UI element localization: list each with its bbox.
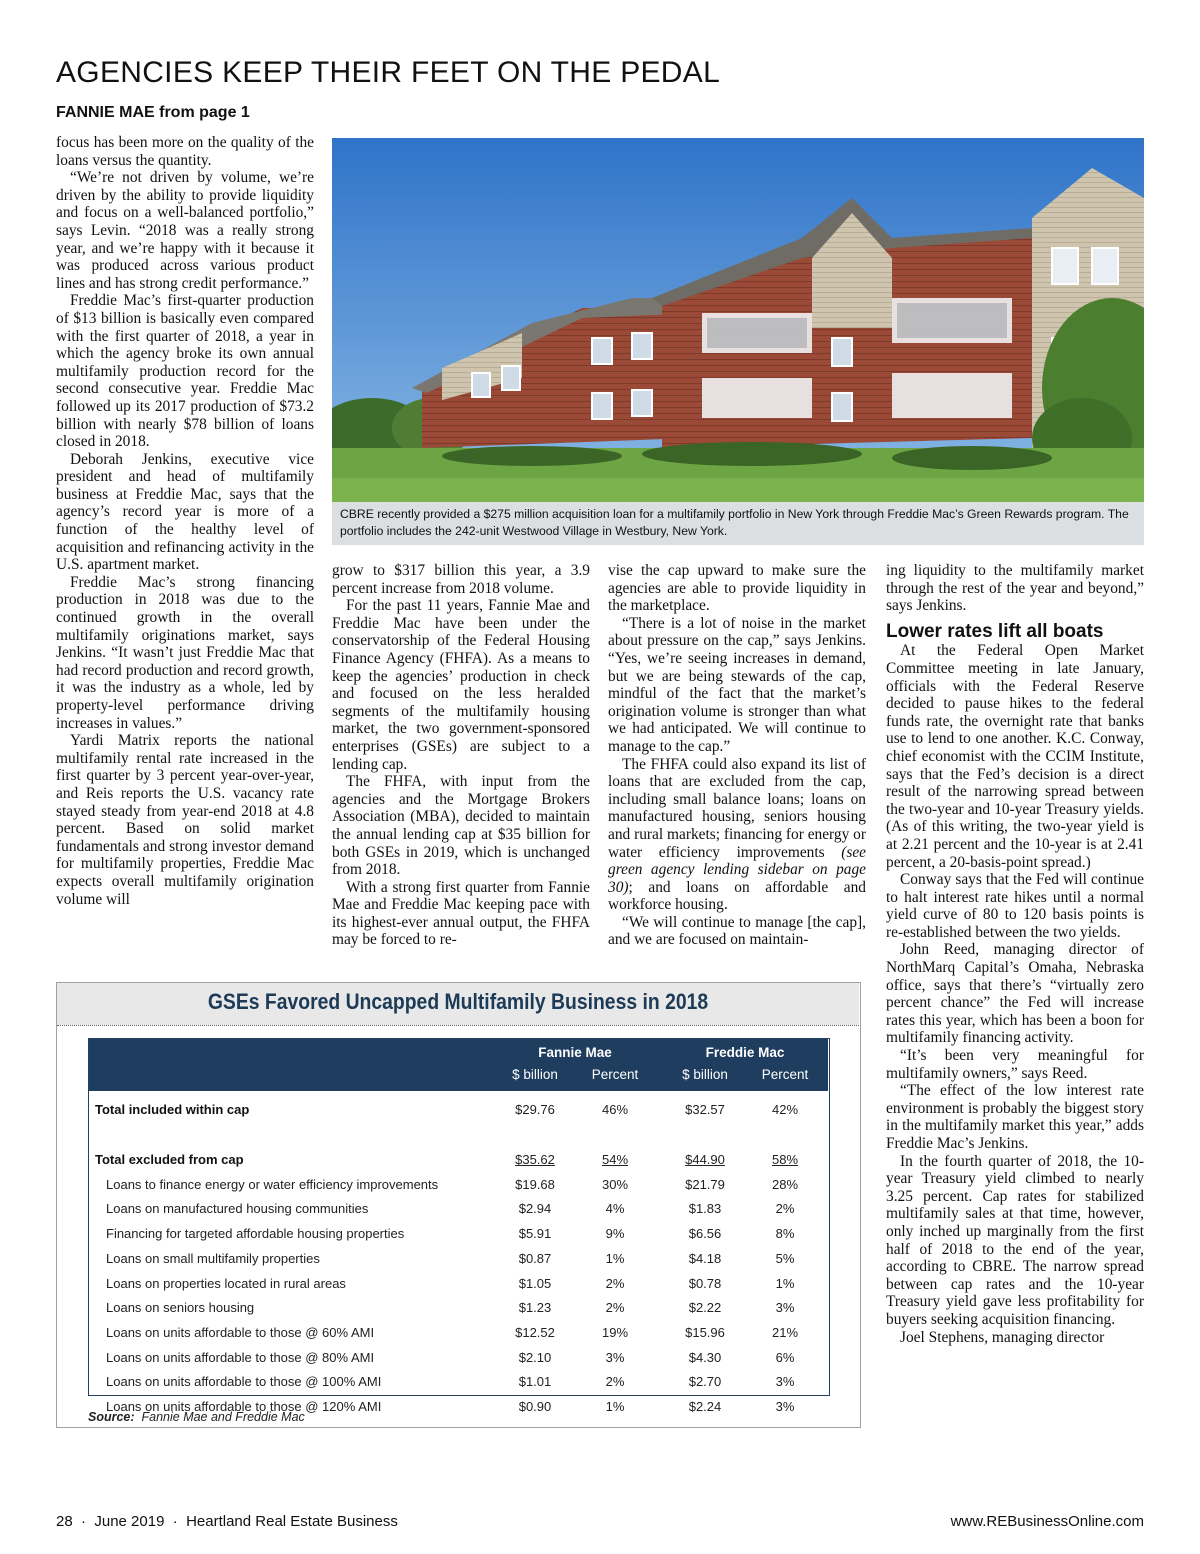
table-cell: $15.96: [685, 1325, 725, 1340]
table-cell: $2.24: [688, 1399, 722, 1414]
column-1: [56, 134, 314, 908]
table-cell: 4%: [605, 1201, 625, 1216]
table-cell: 5%: [775, 1251, 795, 1266]
source-label: Source:: [88, 1410, 135, 1424]
header-percent: Percent: [761, 1067, 809, 1082]
table-row-label: Loans on units affordable to those @ 80% AMI: [106, 1350, 375, 1365]
paragraph: “We will continue to manage [the cap], and we are focused on maintain-: [608, 913, 866, 949]
table-row-label: Total included within cap: [95, 1102, 250, 1117]
table-cell: 2%: [605, 1374, 625, 1389]
paragraph: grow to $317 billion this year, a 3.9 percent increase from 2018 volume.: [332, 562, 590, 597]
table-cell: $44.90: [685, 1152, 725, 1167]
header-freddie-mac: Freddie Mac: [705, 1045, 785, 1060]
table-row-label: Total excluded from cap: [95, 1152, 244, 1167]
column-3: [608, 562, 866, 949]
sidebar-reference: (see green agency lending sidebar on page 30): [608, 843, 866, 896]
table-cell: 46%: [601, 1102, 629, 1117]
header-billion: $ billion: [512, 1067, 558, 1082]
paragraph-text: The FHFA could also expand its list of loans that are excluded from the cap, including small balance loans; loans on manufactured housing, seniors housing and rural markets; financing for energy or water efficiency improvements: [608, 755, 866, 861]
table-cell: 6%: [775, 1350, 795, 1365]
footer-folio: 28 · June 2019 · Heartland Real Estate Business: [56, 1513, 398, 1530]
paragraph: John Reed, managing director of NorthMarq Capital’s Omaha, Nebraska office, says that there’s “virtually zero percent chance” the Fed will increase rates this year, which has been a boon for multifamily financing activity.: [886, 941, 1144, 1047]
paragraph: At the Federal Open Market Committee meeting in late January, officials with the Federal Reserve decided to pause hikes to the federal funds rate, the overnight rate that banks use to lend to one another. K.C. Conway, chief economist with the CCIM Institute, says that the Fed’s decision is a direct result of the narrowing spread between the two-year and 10-year Treasury yields. (As of this writing, the two-year yield is at 2.21 percent and the 10-year is at 2.41 percent, a 20-basis-point spread.): [886, 642, 1144, 871]
table-cell: $2.22: [688, 1300, 722, 1315]
table-cell: 2%: [605, 1276, 625, 1291]
table-cell: 3%: [775, 1300, 795, 1315]
paragraph: ing liquidity to the multifamily market through the rest of the year and beyond,” says Jenkins.: [886, 562, 1144, 615]
table-row-label: Loans on properties located in rural areas: [106, 1276, 346, 1291]
table-cell: $0.78: [688, 1276, 722, 1291]
table-cell: 8%: [775, 1226, 795, 1241]
paragraph: The FHFA, with input from the agencies and the Mortgage Brokers Association (MBA), decided to maintain the annual lending cap at $35 billion for both GSEs in 2019, which is unchanged from 2018.: [332, 773, 590, 879]
table-cell: 2%: [775, 1201, 795, 1216]
paragraph-text: ; and loans on affordable and workforce housing.: [608, 878, 866, 914]
table-cell: $0.87: [518, 1251, 552, 1266]
table-row-label: Loans on units affordable to those @ 60% AMI: [106, 1325, 375, 1340]
data-table: [88, 1038, 830, 1396]
table-cell: $1.05: [518, 1276, 552, 1291]
table-row-label: Loans on units affordable to those @ 100% AMI: [106, 1374, 382, 1389]
table-cell: 3%: [775, 1399, 795, 1414]
column-4: [886, 562, 1144, 1346]
table-cell: 1%: [775, 1276, 795, 1291]
header-billion: $ billion: [682, 1067, 728, 1082]
column-2: [332, 562, 590, 949]
table-cell: $0.90: [518, 1399, 552, 1414]
table-cell: $2.70: [688, 1374, 722, 1389]
paragraph: Conway says that the Fed will continue to halt interest rate hikes until a normal yield curve of 80 to 120 basis points is re-established between the two yields.: [886, 871, 1144, 941]
header-fannie-mae: Fannie Mae: [538, 1045, 612, 1060]
paragraph: [608, 756, 866, 914]
table-cell: 1%: [605, 1399, 625, 1414]
paragraph: In the fourth quarter of 2018, the 10-year Treasury yield climbed to nearly 3.25 percent. Cap rates for stabilized multifamily sales at that time, however, only inched up marginally from the first half of 2018 to the end of the year, according to CBRE. The narrow spread between cap rates and the 10-year Treasury yield gave less profitability for buyers seeking acquisition financing.: [886, 1152, 1144, 1328]
table-row-label: Loans on manufactured housing communities: [106, 1201, 369, 1216]
source-text: Fannie Mae and Freddie Mac: [141, 1410, 305, 1424]
table-cell: $12.52: [515, 1325, 555, 1340]
paragraph: “There is a lot of noise in the market about pressure on the cap,” says Jenkins. “Yes, we’re seeing increases in demand, but we are being stewards of the cap, mindful of the fact that the market’s origination volume is stronger than what we had anticipated. We will continue to manage to the cap.”: [608, 614, 866, 755]
paragraph: focus has been more on the quality of the loans versus the quantity.: [56, 134, 314, 169]
table-title: GSEs Favored Uncapped Multifamily Business in 2018: [207, 989, 709, 1014]
paragraph: Freddie Mac’s first-quarter production of $13 billion is basically even compared with the first quarter of 2018, a year in which the agency broke its own annual multifamily production record for the second consecutive year. Freddie Mac followed up its 2017 production of $73.2 billion with nearly $78 billion of loans closed in 2018.: [56, 292, 314, 451]
continued-from-label: FANNIE MAE from page 1: [56, 104, 250, 121]
table-cell: 28%: [771, 1177, 799, 1192]
table-cell: $32.57: [685, 1102, 725, 1117]
table-cell: 9%: [605, 1226, 625, 1241]
paragraph: Yardi Matrix reports the national multifamily rental rate increased in the first quarter by 3 percent year-over-year, and Reis reports the U.S. vacancy rate stayed steady from year-end 2018 at 4.8 percent. Based on solid market fundamentals and strong investor demand for multifamily properties, Freddie Mac expects overall multifamily origination volume will: [56, 732, 314, 908]
table-cell: 54%: [601, 1152, 629, 1167]
table-cell: $29.76: [515, 1102, 555, 1117]
table-cell: $2.10: [518, 1350, 552, 1365]
table-cell: 19%: [601, 1325, 629, 1340]
paragraph: “We’re not driven by volume, we’re driven by the ability to provide liquidity and focus on a well-balanced portfolio,” says Levin. “2018 was a really strong year, and we’re happy with it because it was produced across various product lines and has strong credit performance.”: [56, 169, 314, 292]
apartment-photo: [332, 138, 1144, 502]
table-cell: $35.62: [515, 1152, 555, 1167]
table-cell: 58%: [771, 1152, 799, 1167]
paragraph: For the past 11 years, Fannie Mae and Freddie Mac have been under the conservatorship of the Federal Housing Finance Agency (FHFA). As a means to keep the agencies’ production in check and focused on the less heralded segments of the multifamily housing market, the two government-sponsored enterprises (GSEs) are subject to a lending cap.: [332, 597, 590, 773]
apartment-building-image: [332, 138, 1144, 502]
paragraph: With a strong first quarter from Fannie Mae and Freddie Mac keeping pace with its highest-ever annual output, the FHFA may be forced to re-: [332, 878, 590, 949]
table-cell: 42%: [771, 1102, 799, 1117]
subheading: Lower rates lift all boats: [886, 620, 1104, 642]
table-cell: 21%: [771, 1325, 799, 1340]
table-row-label: Financing for targeted affordable housing properties: [106, 1226, 405, 1241]
header-percent: Percent: [591, 1067, 639, 1082]
table-cell: 3%: [605, 1350, 625, 1365]
paragraph: “It’s been very meaningful for multifamily owners,” says Reed.: [886, 1047, 1144, 1082]
table-cell: 30%: [601, 1177, 629, 1192]
divider: [57, 1025, 859, 1026]
table-cell: 2%: [605, 1300, 625, 1315]
table-cell: 3%: [775, 1374, 795, 1389]
table-cell: 1%: [605, 1251, 625, 1266]
table-cell: $5.91: [518, 1226, 552, 1241]
table-source: [88, 1410, 305, 1424]
table-row-label: Loans on seniors housing: [106, 1300, 255, 1315]
table-row-label: Loans on units affordable to those @ 120% AMI: [106, 1399, 382, 1414]
table-cell: $1.01: [518, 1374, 552, 1389]
table-cell: $4.18: [688, 1251, 722, 1266]
paragraph: Deborah Jenkins, executive vice president and head of multifamily business at Freddie Mac, says that the agency’s record year is more of a function of the healthy level of acquisition and refinancing activity in the U.S. apartment market.: [56, 450, 314, 574]
table-row-label: Loans on small multifamily properties: [106, 1251, 320, 1266]
table-cell: $6.56: [688, 1226, 722, 1241]
footer-website[interactable]: www.REBusinessOnline.com: [950, 1513, 1144, 1530]
paragraph: Joel Stephens, managing director: [900, 1328, 1105, 1346]
table-cell: $21.79: [685, 1177, 725, 1192]
headline: AGENCIES KEEP THEIR FEET ON THE PEDAL: [56, 56, 721, 89]
table-cell: $1.23: [518, 1300, 552, 1315]
paragraph: Freddie Mac’s strong financing production in 2018 was due to the continued growth in the overall multifamily originations market, says Jenkins. “It wasn’t just Freddie Mac that had record production and record growth, it was the industry as a whole, led by property-level performance driving increases in values.”: [56, 573, 314, 732]
table-cell: $19.68: [515, 1177, 555, 1192]
table-cell: $1.83: [688, 1201, 722, 1216]
paragraph: “The effect of the low interest rate environment is probably the biggest story in the multifamily market this year,” adds Freddie Mac’s Jenkins.: [886, 1082, 1144, 1152]
table-cell: $2.94: [518, 1201, 552, 1216]
table-cell: $4.30: [688, 1350, 722, 1365]
photo-caption: CBRE recently provided a $275 million acquisition loan for a multifamily portfolio in New York through Freddie Mac’s Green Rewards program. The portfolio includes the 242-unit Westwood Village in Westbury, New York.: [340, 507, 1129, 538]
table-row-label: Loans to finance energy or water efficiency improvements: [106, 1177, 439, 1192]
paragraph: vise the cap upward to make sure the agencies are able to provide liquidity in the marketplace.: [608, 562, 866, 615]
